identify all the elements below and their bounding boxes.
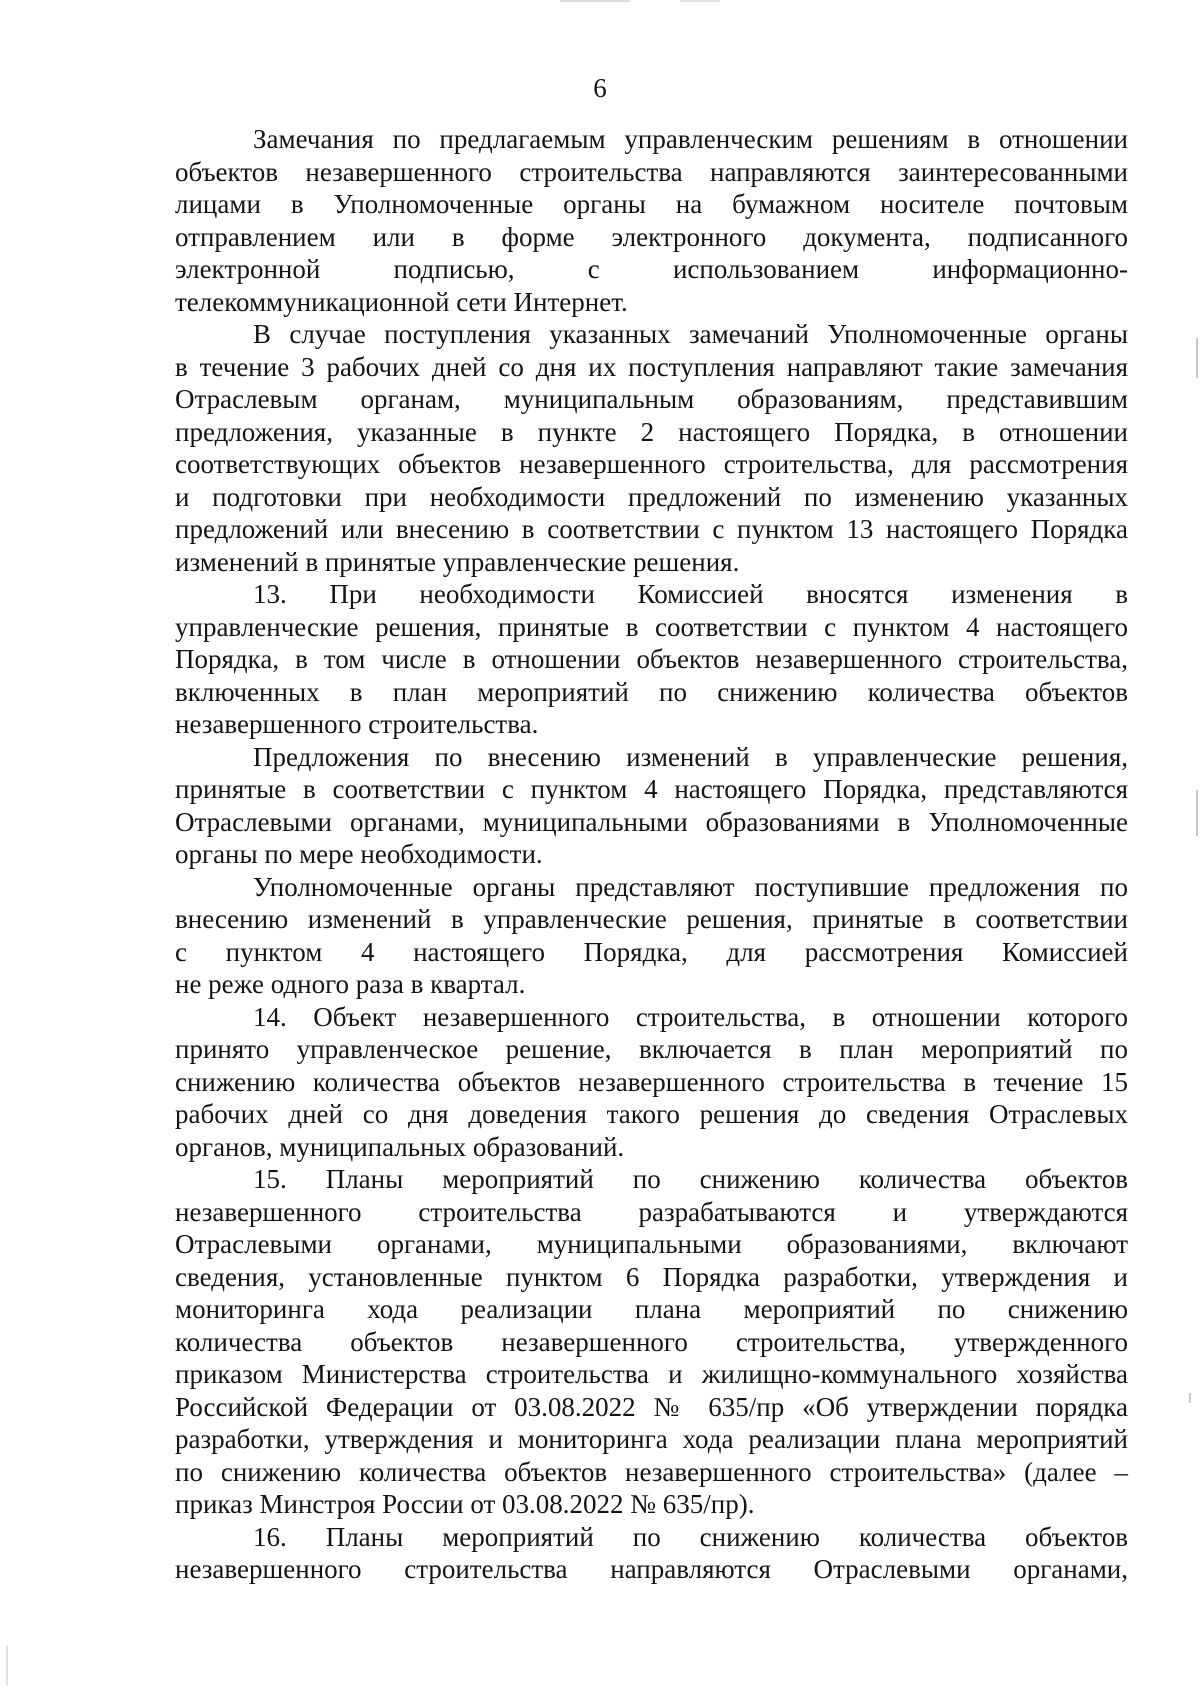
text-line: Отраслевыми органами, муниципальными образованиями, включают bbox=[175, 1229, 1128, 1259]
text-line: мониторинга хода реализации плана мероприятий по снижению bbox=[175, 1294, 1128, 1324]
text-line: соответствующих объектов незавершенного строительства, для рассмотрения bbox=[175, 449, 1128, 479]
text-line: сведения, установленные пунктом 6 Порядка разработки, утверждения и bbox=[175, 1261, 1128, 1292]
scan-mark bbox=[1189, 1393, 1191, 1403]
text-line: 16. Планы мероприятий по снижению количества объектов bbox=[253, 1521, 1128, 1552]
text-line: количества объектов незавершенного строительства, утвержденного bbox=[175, 1326, 1128, 1357]
paragraph bbox=[175, 741, 1128, 871]
text-line: Замечания по предлагаемым управленческим решениям в отношении bbox=[253, 124, 1128, 154]
text-line: Предложения по внесению изменений в управленческие решения, bbox=[253, 741, 1128, 772]
text-line: электронной подписью, с использованием информационно- bbox=[175, 254, 1128, 284]
scan-mark bbox=[560, 0, 630, 2]
text-line: телекоммуникационной сети Интернет. bbox=[175, 286, 628, 317]
text-line: Отраслевым органам, муниципальным образованиям, представившим bbox=[175, 384, 1128, 414]
text-line: Порядка, в том числе в отношении объектов незавершенного строительства, bbox=[175, 644, 1128, 674]
paragraph bbox=[175, 1163, 1128, 1521]
document-body bbox=[175, 123, 1128, 1586]
text-line: Уполномоченные органы представляют поступившие предложения по bbox=[253, 871, 1128, 902]
text-line: снижению количества объектов незавершенного строительства в течение 15 bbox=[175, 1066, 1128, 1097]
text-line: лицами в Уполномоченные органы на бумажном носителе почтовым bbox=[175, 189, 1128, 219]
paragraph bbox=[175, 871, 1128, 1001]
text-line: с пунктом 4 настоящего Порядка, для рассмотрения Комиссией bbox=[175, 936, 1128, 967]
text-line: Отраслевыми органами, муниципальными образованиями в Уполномоченные bbox=[175, 806, 1128, 837]
scan-mark bbox=[1196, 338, 1198, 378]
text-line: 13. При необходимости Комиссией вносятся изменения в bbox=[253, 579, 1128, 609]
scan-mark bbox=[1196, 790, 1198, 836]
text-line: разработки, утверждения и мониторинга хода реализации плана мероприятий bbox=[175, 1424, 1128, 1454]
paragraph bbox=[175, 318, 1128, 578]
text-line: органов, муниципальных образований. bbox=[175, 1131, 625, 1162]
text-line: предложения, указанные в пункте 2 настоящего Порядка, в отношении bbox=[175, 416, 1128, 447]
text-line: рабочих дней со дня доведения такого решения до сведения Отраслевых bbox=[175, 1099, 1128, 1129]
text-line: предложений или внесению в соответствии с пунктом 13 настоящего Порядка bbox=[175, 514, 1128, 544]
text-line: внесению изменений в управленческие решения, принятые в соответствии bbox=[175, 904, 1128, 934]
text-line: принятые в соответствии с пунктом 4 настоящего Порядка, представляются bbox=[175, 774, 1128, 804]
text-line: и подготовки при необходимости предложений по изменению указанных bbox=[175, 481, 1128, 512]
text-line: 14. Объект незавершенного строительства, в отношении которого bbox=[253, 1001, 1128, 1032]
text-line: изменений в принятые управленческие решения. bbox=[175, 546, 740, 577]
text-line: 15. Планы мероприятий по снижению количества объектов bbox=[253, 1164, 1128, 1194]
text-line: отправлением или в форме электронного документа, подписанного bbox=[175, 221, 1128, 252]
text-line: принято управленческое решение, включается в план мероприятий по bbox=[175, 1034, 1128, 1064]
text-line: приказом Министерства строительства и жилищно-коммунального хозяйства bbox=[175, 1359, 1128, 1389]
paragraph bbox=[175, 578, 1128, 741]
text-line: незавершенного строительства направляются Отраслевыми органами, bbox=[175, 1554, 1128, 1584]
text-line: органы по мере необходимости. bbox=[175, 839, 543, 869]
page-number: 6 bbox=[593, 73, 607, 103]
text-line: включенных в план мероприятий по снижению количества объектов bbox=[175, 676, 1128, 707]
text-line: незавершенного строительства разрабатываются и утверждаются bbox=[175, 1196, 1128, 1227]
paragraph bbox=[175, 123, 1128, 318]
text-line: по снижению количества объектов незавершенного строительства» (далее – bbox=[175, 1456, 1128, 1487]
text-line: В случае поступления указанных замечаний Уполномоченные органы bbox=[253, 319, 1128, 349]
text-line: незавершенного строительства. bbox=[175, 709, 539, 739]
scan-mark bbox=[6, 1645, 8, 1685]
text-line: управленческие решения, принятые в соответствии с пунктом 4 настоящего bbox=[175, 611, 1128, 642]
text-line: в течение 3 рабочих дней со дня их поступления направляют такие замечания bbox=[175, 351, 1128, 382]
text-line: Российской Федерации от 03.08.2022 № 635/пр «Об утверждении порядка bbox=[175, 1391, 1128, 1422]
scan-mark bbox=[680, 0, 720, 2]
text-line: объектов незавершенного строительства направляются заинтересованными bbox=[175, 156, 1128, 187]
paragraph bbox=[175, 1521, 1128, 1586]
paragraph bbox=[175, 1001, 1128, 1164]
text-line: приказ Минстроя России от 03.08.2022 № 635/пр). bbox=[175, 1489, 755, 1519]
text-line: не реже одного раза в квартал. bbox=[175, 969, 526, 999]
